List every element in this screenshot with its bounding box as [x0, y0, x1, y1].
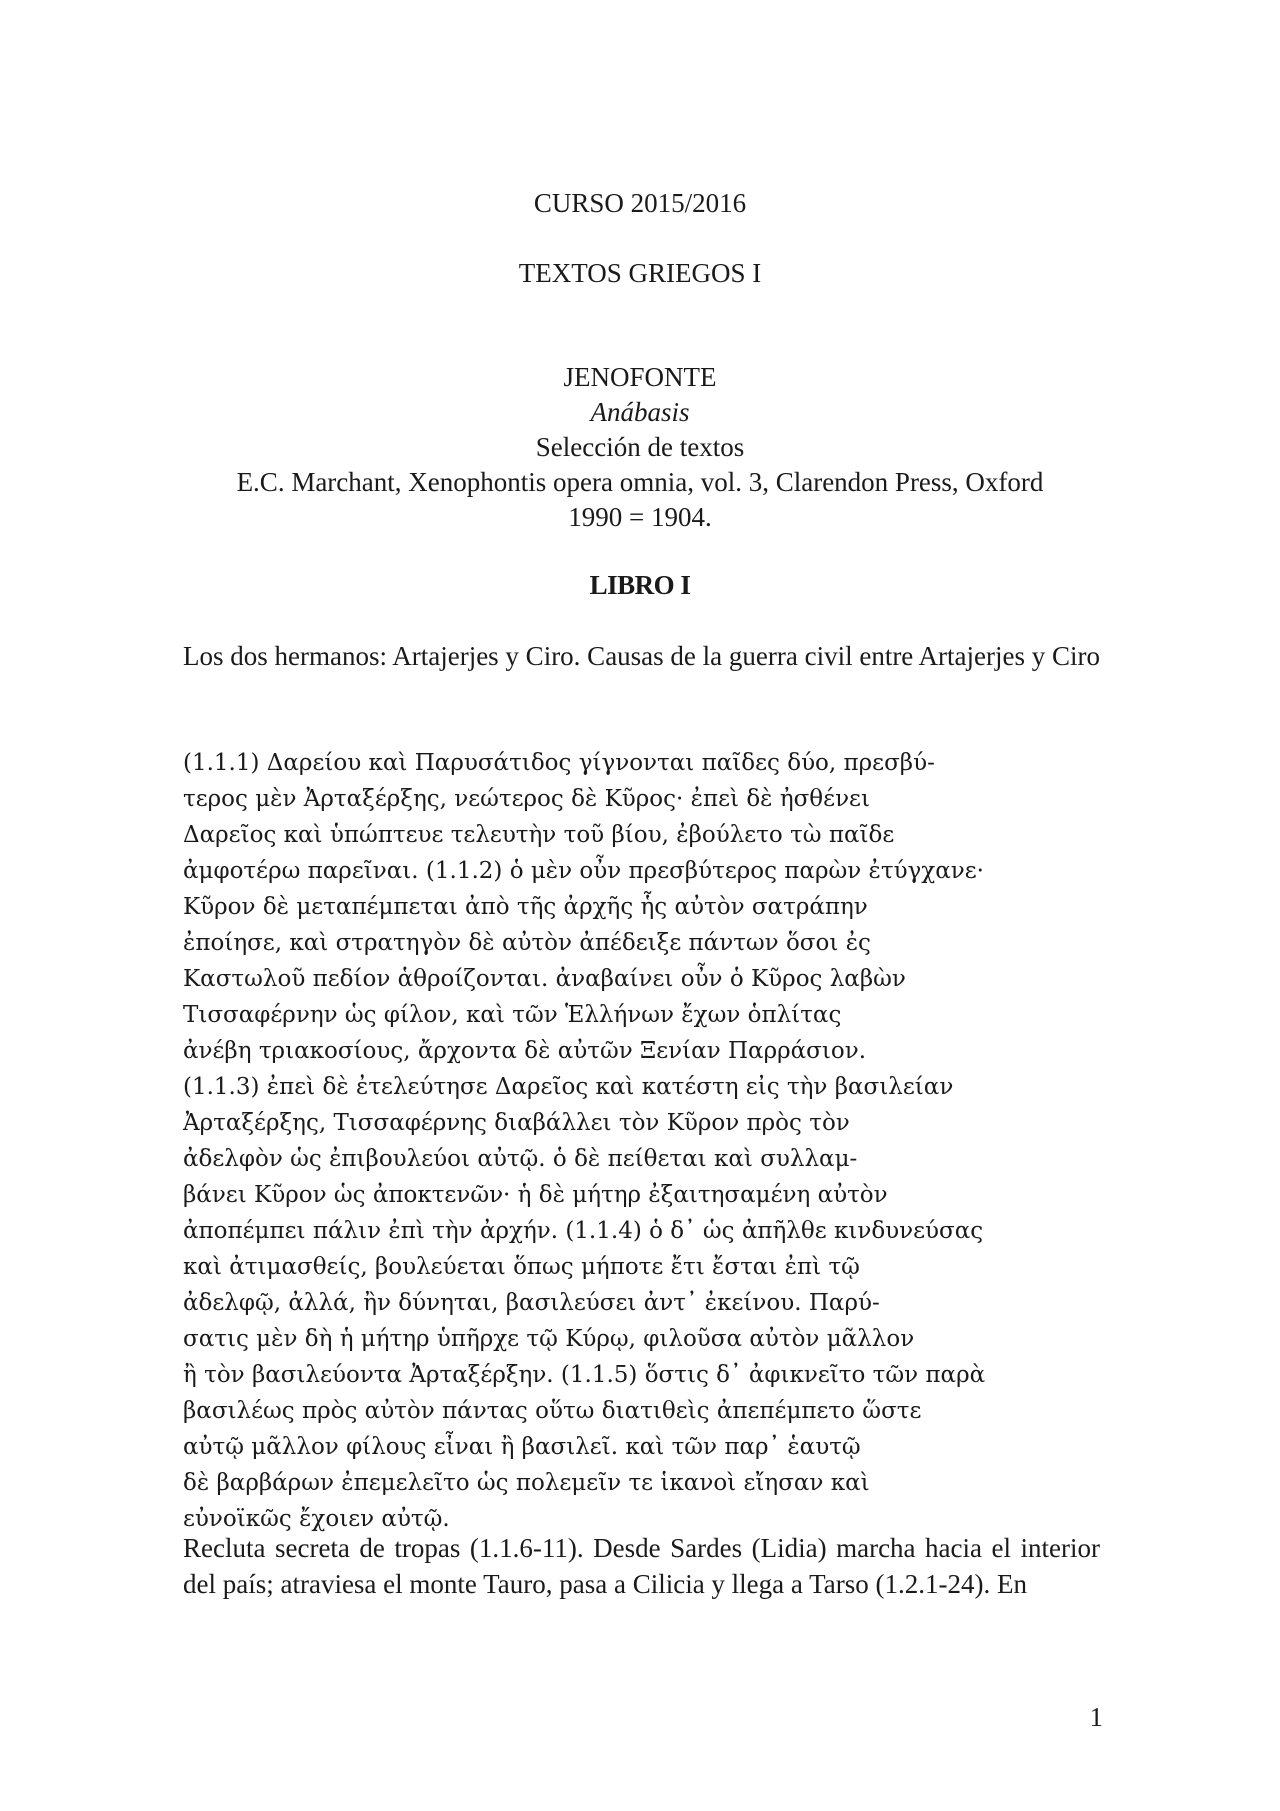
- greek-line: (1.1.1) Δαρείου καὶ Παρυσάτιδος γίγνονται παῖδες δύο, πρεσβύ-: [183, 750, 935, 776]
- greek-line: ἀδελφῷ, ἀλλά, ἢν δύνηται, βασιλεύσει ἀντ᾽ ἐκείνου. Παρύ-: [183, 1290, 880, 1316]
- page-number: 1: [1089, 1702, 1103, 1732]
- edition-year: 1990 = 1904.: [568, 502, 712, 532]
- summary-paragraph: Recluta secreta de tropas (1.1.6-11). Desde Sardes (Lidia) marcha hacia el interior del país; atraviesa el monte Tauro, pasa a Cilicia y llega a Tarso (1.2.1-24). En: [183, 1533, 1100, 1599]
- greek-line: Δαρεῖος καὶ ὑπώπτευε τελευτὴν τοῦ βίου, ἐβούλετο τὼ παῖδε: [183, 822, 895, 848]
- work-title: Anábasis: [590, 397, 690, 427]
- greek-line: ἀμφοτέρω παρεῖναι. (1.1.2) ὁ μὲν οὖν πρεσβύτερος παρὼν ἐτύγχανε·: [183, 858, 984, 884]
- greek-line: Τισσαφέρνην ὡς φίλον, καὶ τῶν Ἑλλήνων ἔχων ὁπλίτας: [183, 1002, 842, 1028]
- work-heading: [0, 360, 1280, 535]
- work-subtitle: Selección de textos: [535, 432, 745, 462]
- greek-line: δὲ βαρβάρων ἐπεμελεῖτο ὡς πολεμεῖν τε ἱκανοὶ εἴησαν καὶ: [183, 1470, 870, 1496]
- greek-line: ἀδελφὸν ὡς ἐπιβουλεύοι αὐτῷ. ὁ δὲ πείθεται καὶ συλλαμ-: [183, 1146, 858, 1172]
- greek-text-block: [183, 745, 1100, 1537]
- greek-line: ἐποίησε, καὶ στρατηγὸν δὲ αὐτὸν ἀπέδειξε πάντων ὅσοι ἐς: [183, 930, 871, 956]
- author-name: JENOFONTE: [563, 362, 717, 392]
- intro-paragraph: Los dos hermanos: Artajerjes y Ciro. Causas de la guerra civil entre Artajerjes y Ciro: [183, 641, 1100, 671]
- edition-reference: E.C. Marchant, Xenophontis opera omnia, vol. 3, Clarendon Press, Oxford: [236, 467, 1044, 497]
- greek-line: Καστωλοῦ πεδίον ἁθροίζονται. ἀναβαίνει οὖν ὁ Κῦρος λαβὼν: [183, 966, 906, 992]
- greek-line: βασιλέως πρὸς αὐτὸν πάντας οὕτω διατιθεὶς ἀπεπέμπετο ὥστε: [183, 1398, 922, 1424]
- course-line: CURSO 2015/2016: [533, 188, 747, 218]
- greek-line: βάνει Κῦρον ὡς ἀποκτενῶν· ἡ δὲ μήτηρ ἐξαιτησαμένη αὐτὸν: [183, 1182, 888, 1208]
- greek-line: σατις μὲν δὴ ἡ μήτηρ ὑπῆρχε τῷ Κύρῳ, φιλοῦσα αὐτὸν μᾶλλον: [183, 1326, 915, 1352]
- greek-line: αὐτῷ μᾶλλον φίλους εἶναι ἢ βασιλεῖ. καὶ τῶν παρ᾽ ἑαυτῷ: [183, 1434, 861, 1460]
- greek-line: εὐνοϊκῶς ἔχοιεν αὐτῷ.: [183, 1506, 450, 1532]
- book-heading: LIBRO I: [589, 570, 691, 600]
- greek-line: Κῦρον δὲ μεταπέμπεται ἀπὸ τῆς ἀρχῆς ἧς αὐτὸν σατράπην: [183, 894, 868, 920]
- greek-line: ἢ τὸν βασιλεύοντα Ἀρταξέρξην. (1.1.5) ὅστις δ᾽ ἀφικνεῖτο τῶν παρὰ: [183, 1362, 986, 1388]
- greek-line: (1.1.3) ἐπεὶ δὲ ἐτελεύτησε Δαρεῖος καὶ κατέστη εἰς τὴν βασιλείαν: [183, 1074, 954, 1100]
- greek-line: καὶ ἀτιμασθείς, βουλεύεται ὅπως μήποτε ἔτι ἔσται ἐπὶ τῷ: [183, 1254, 860, 1280]
- greek-line: ἀποπέμπει πάλιν ἐπὶ τὴν ἀρχήν. (1.1.4) ὁ δ᾽ ὡς ἀπῆλθε κινδυνεύσας: [183, 1218, 984, 1244]
- greek-line: τερος μὲν Ἀρταξέρξης, νεώτερος δὲ Κῦρος· ἐπεὶ δὲ ἠσθένει: [183, 786, 870, 812]
- subject-line: TEXTOS GRIEGOS I: [518, 258, 762, 288]
- greek-line: Ἀρταξέρξης, Τισσαφέρνης διαβάλλει τὸν Κῦρον πρὸς τὸν: [183, 1110, 850, 1136]
- greek-line: ἀνέβη τριακοσίους, ἄρχοντα δὲ αὐτῶν Ξενίαν Παρράσιον.: [183, 1038, 867, 1064]
